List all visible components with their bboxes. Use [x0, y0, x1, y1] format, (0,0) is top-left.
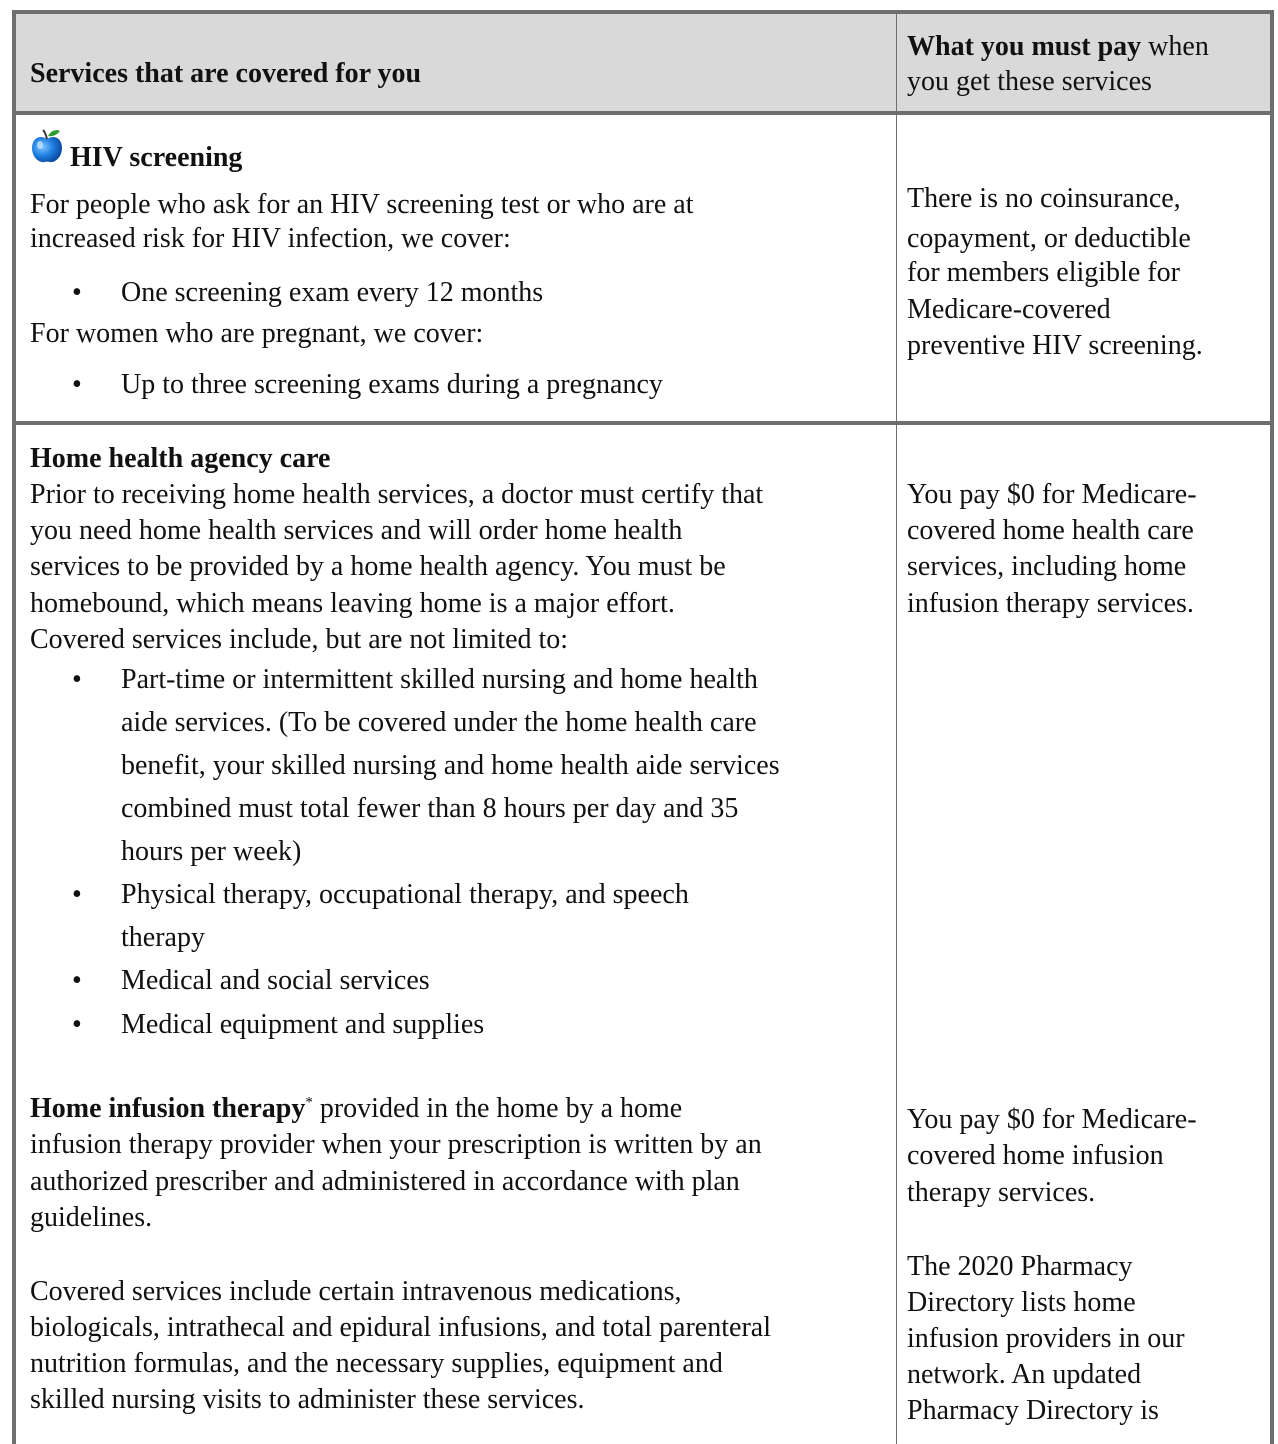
hiv-screening-title: HIV screening	[70, 142, 243, 173]
hiv-bullet-annual: One screening exam every 12 months	[121, 277, 544, 308]
hiv-pay-line: for members eligible for	[907, 257, 1180, 288]
home-health-bullet-line: aide services. (To be covered under the home health care	[121, 707, 757, 738]
hiv-intro-line: increased risk for HIV infection, we cover:	[30, 223, 511, 254]
pharmacy-directory-line: Pharmacy Directory is	[907, 1395, 1159, 1426]
home-health-pay-line: covered home health care	[907, 515, 1194, 546]
home-health-bullet-line: therapy	[121, 922, 205, 953]
home-health-bullet-line: combined must total fewer than 8 hours per day and 35	[121, 793, 739, 824]
bullet-dot: •	[72, 369, 82, 400]
hiv-bullet-pregnancy: Up to three screening exams during a pregnancy	[121, 369, 663, 400]
home-health-bullet-line: Physical therapy, occupational therapy, and speech	[121, 879, 689, 910]
home-health-bullet-line: Part-time or intermittent skilled nursing and home health	[121, 664, 758, 695]
infusion-covered-line: Covered services include certain intravenous medications,	[30, 1276, 682, 1307]
home-health-intro-line: you need home health services and will order home health	[30, 515, 683, 546]
hiv-pay-line: Medicare-covered	[907, 294, 1111, 325]
infusion-covered-line: nutrition formulas, and the necessary supplies, equipment and	[30, 1348, 723, 1379]
bullet-dot: •	[72, 879, 82, 910]
home-health-bullet-line: benefit, your skilled nursing and home health aide services	[121, 750, 780, 781]
pharmacy-directory-line: network. An updated	[907, 1359, 1142, 1390]
footnote-mark: *	[305, 1094, 313, 1111]
infusion-title-line: Home infusion therapy* provided in the home by a home	[30, 1093, 683, 1124]
apple-icon	[30, 128, 64, 164]
home-health-intro-line: services to be provided by a home health agency. You must be	[30, 551, 726, 582]
infusion-pay-line: therapy services.	[907, 1177, 1096, 1208]
hiv-pay-line: copayment, or deductible	[907, 223, 1191, 254]
home-health-title: Home health agency care	[30, 443, 331, 474]
infusion-line: guidelines.	[30, 1202, 153, 1233]
home-health-pay-line: services, including home	[907, 551, 1187, 582]
home-health-bullet-line: Medical equipment and supplies	[121, 1009, 485, 1040]
pharmacy-directory-line: The 2020 Pharmacy	[907, 1251, 1133, 1282]
pharmacy-directory-line: Directory lists home	[907, 1287, 1136, 1318]
infusion-pay-line: You pay $0 for Medicare-	[907, 1104, 1197, 1135]
hiv-pregnant-intro: For women who are pregnant, we cover:	[30, 318, 484, 349]
pharmacy-directory-line: infusion providers in our	[907, 1323, 1185, 1354]
home-health-pay-line: You pay $0 for Medicare-	[907, 479, 1197, 510]
header-covered-services: Services that are covered for you	[30, 58, 422, 89]
bullet-dot: •	[72, 664, 82, 695]
home-health-intro-line: Covered services include, but are not limited to:	[30, 624, 569, 655]
header-what-you-pay: What you must pay when	[907, 31, 1209, 62]
infusion-line: authorized prescriber and administered in accordance with plan	[30, 1166, 740, 1197]
home-health-intro-line: Prior to receiving home health services, a doctor must certify that	[30, 479, 764, 510]
home-health-bullet-line: Medical and social services	[121, 965, 430, 996]
table-border-top	[12, 10, 1274, 14]
infusion-title: Home infusion therapy	[30, 1093, 306, 1124]
bullet-dot: •	[72, 1009, 82, 1040]
table-border-right	[1270, 10, 1274, 1444]
row-divider	[12, 421, 1274, 425]
header-what-you-pay-line2: you get these services	[907, 66, 1152, 97]
home-health-intro-line: homebound, which means leaving home is a major effort.	[30, 588, 675, 619]
bullet-dot: •	[72, 277, 82, 308]
hiv-intro-line: For people who ask for an HIV screening test or who are at	[30, 189, 694, 220]
hiv-pay-line: preventive HIV screening.	[907, 330, 1203, 361]
bullet-dot: •	[72, 965, 82, 996]
table-border-left	[12, 10, 16, 1444]
infusion-covered-line: biologicals, intrathecal and epidural infusions, and total parenteral	[30, 1312, 771, 1343]
home-health-bullet-line: hours per week)	[121, 836, 302, 867]
column-divider	[896, 10, 897, 1444]
infusion-line: infusion therapy provider when your prescription is written by an	[30, 1129, 762, 1160]
infusion-pay-line: covered home infusion	[907, 1140, 1164, 1171]
home-health-pay-line: infusion therapy services.	[907, 588, 1194, 619]
infusion-covered-line: skilled nursing visits to administer these services.	[30, 1384, 585, 1415]
hiv-pay-line: There is no coinsurance,	[907, 183, 1181, 214]
header-divider	[12, 111, 1274, 115]
